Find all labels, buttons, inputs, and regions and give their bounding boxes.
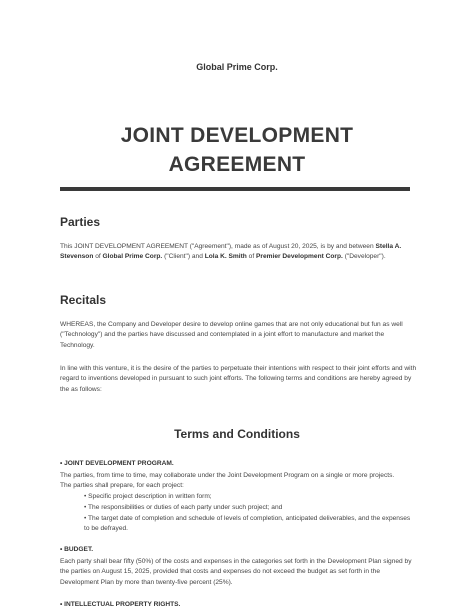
jdp-subitem-2: • The responsibilities or duties of each party under such project; and — [84, 504, 283, 511]
title-divider — [60, 187, 410, 191]
parties-text-1: This JOINT DEVELOPMENT AGREEMENT ("Agreement"), made as of August 20, 2025, is by and between — [60, 243, 376, 250]
parties-paragraph — [60, 242, 420, 263]
jdp-heading: • JOINT DEVELOPMENT PROGRAM. — [60, 460, 174, 467]
developer-company: Premier Development Corp. — [256, 253, 343, 261]
recitals-paragraph-2: In line with this venture, it is the desire of the parties to perpetuate their intentions with respect to their joint efforts and with regard to inventions developed in pursuant to such joint efforts. The following terms and conditions are hereby agreed by the as follows: — [60, 365, 417, 393]
client-name: Stella A. Stevenson — [60, 243, 402, 261]
parties-text-5: ("Developer"). — [342, 253, 386, 261]
company-name: Global Prime Corp. — [196, 62, 278, 72]
budget-paragraph: Each party shall bear fifty (50%) of the costs and expenses in the categories set forth in the Development Plan signed by the parties on August 15, 2025, provided that costs and expenses do not exceed the budget as set forth in the Development Plan by more than twenty-five percent (25%). — [60, 558, 412, 586]
parties-text-2: of — [93, 253, 103, 261]
developer-name: Lola K. Smith — [204, 253, 247, 261]
parties-text-4: of — [246, 253, 257, 261]
recitals-paragraph-1: WHEREAS, the Company and Developer desire to develop online games that are not only educational but fun as well ("Technology") and the parties have discussed and contemplated in a joint effort to manufacture and market the Technology. — [60, 321, 403, 349]
jdp-line-2: The parties shall prepare, for each project: — [60, 482, 184, 489]
ip-heading: • INTELLECTUAL PROPERTY RIGHTS. — [60, 601, 181, 608]
jdp-subitem-3: • The target date of completion and schedule of levels of completion, anticipated deliverables, and the expenses to be defrayed. — [84, 515, 411, 533]
parties-text-3: ("Client") and — [162, 253, 205, 261]
client-company: Global Prime Corp. — [102, 253, 163, 261]
recitals-heading: Recitals — [60, 293, 107, 307]
jdp-subitem-1: • Specific project description in written form; — [84, 493, 212, 500]
title-line-2: AGREEMENT — [168, 153, 306, 176]
terms-heading: Terms and Conditions — [174, 427, 300, 441]
jdp-line-1: The parties, from time to time, may collaborate under the Joint Development Program on a single or more projects. — [60, 472, 395, 479]
document-title — [0, 121, 474, 179]
budget-heading: • BUDGET. — [60, 546, 94, 553]
parties-heading: Parties — [60, 215, 101, 229]
title-line-1: JOINT DEVELOPMENT — [120, 124, 354, 147]
